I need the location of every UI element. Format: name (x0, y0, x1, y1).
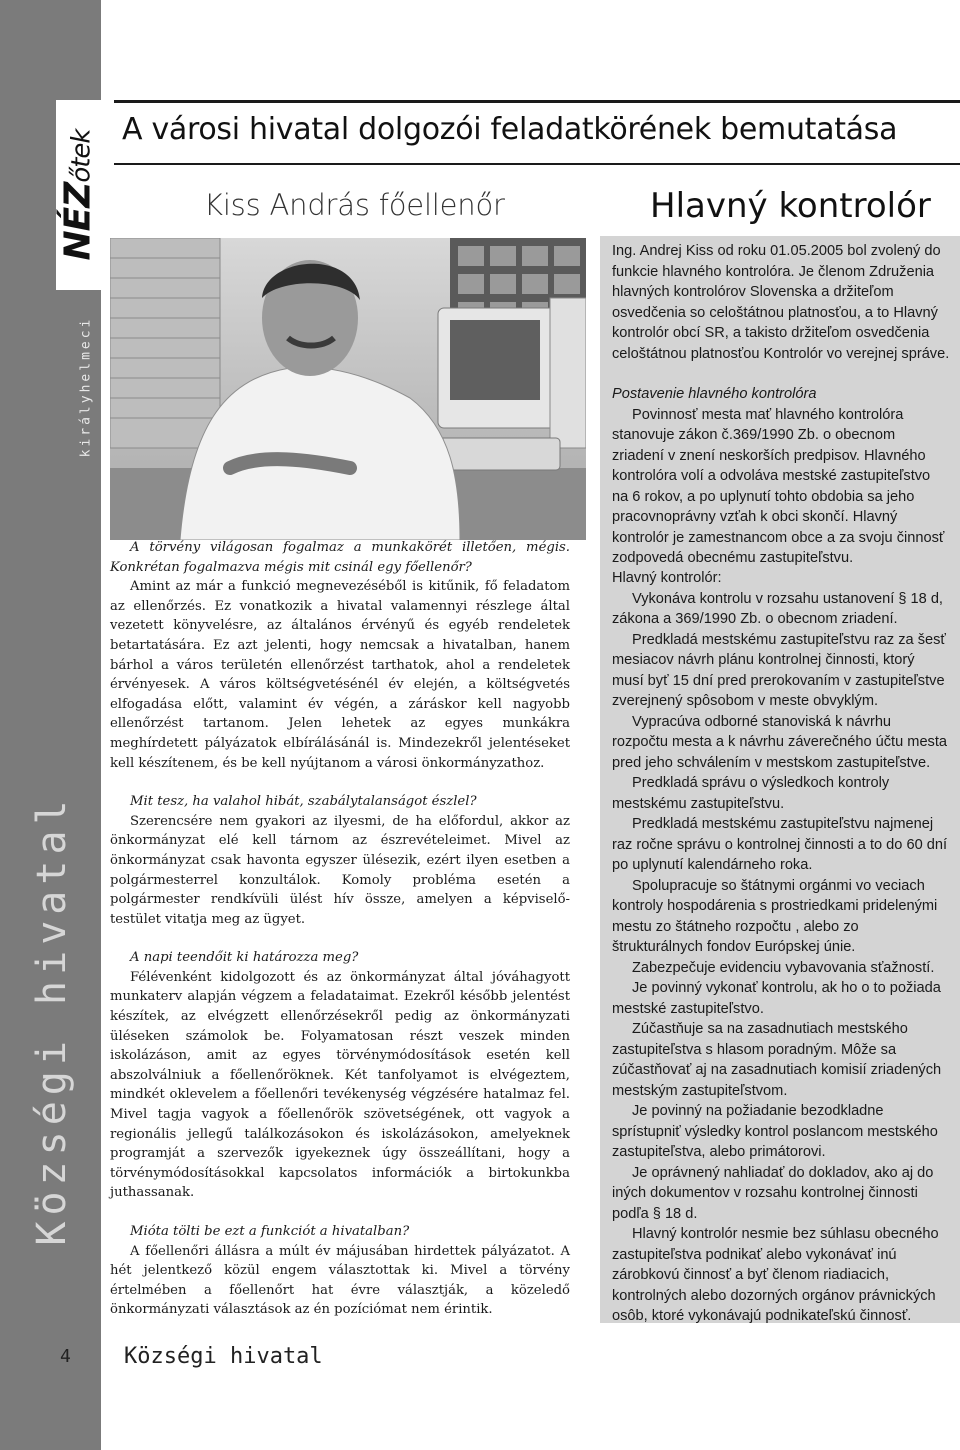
interview-question: Mióta tölti be ezt a funkciót a hivatalban? (130, 1224, 410, 1239)
interview-answer: A főellenőri állásra a múlt év májusában hirdettek pályázatot. A hét jelentkező közül engem választottak ki. Mivel a törvény értelmében a főellenőrt hat évre választják, a közeledő önkormányzati választások az én pozíciómat nem érintik. (110, 1243, 570, 1318)
interview-question: A napi teendőit ki határozza meg? (130, 950, 359, 966)
duty-item: Vypracúva odborné stanoviská k návrhu rozpočtu mesta a k návrhu záverečného účtu mesta pred jeho schválením v mestskom zastupiteľstve. (612, 713, 948, 771)
portrait-photo (110, 238, 586, 540)
duty-item: Hlavný kontrolór nesmie bez súhlasu obecného zastupiteľstva podnikať alebo vykonávať inú zárobkovú činnosť a byť členom riadiacich, kontrolných alebo dozorných orgánov právnických osôb, ktoré vykonávajú podnikateľskú činnosť. (612, 1226, 939, 1324)
info-section-duties (612, 568, 950, 1327)
interview-answer: Félévenként kidolgozott és az önkormányzat által jóváhagyott munkaterv alapján végzem a feladataimat. Ezekről később jelentést készítek, az elvégzett ellenőrzésekről pedig az önkormányzati üléseken számolok be. Folyamatosan részt veszek minden iskolázáson, amit az egyes törvénymódosítások esetén kell abszolválniuk a főellenőröknek. Két tanfolyamot is elvégeztem, mindkét oklevelem a főellenőri tevékenység végzésére hatalmaz fel. Mivel tagja vagyok a főellenőrök szövetségének, ott vagyok a regionális jellegű találkozásokon és iskolázásokon, amelyeknek programját a szervezők igyekeznek úgy összeállítani, hogy a törvénymódosításokkal kapcsolatos információk a birtokunkba juthassanak. (110, 969, 570, 1201)
info-intro-text: Ing. Andrej Kiss od roku 01.05.2005 bol zvolený do funkcie hlavného kontrolóra. Je členom Združenia hlavných kontrolórov Slovenska a držiteľom osvedčenia so celoštátnou platnosťou, a to Hlavný kontrolór obcí SR, a takisto držiteľom osvedčenia celoštátnou platnosťou Kontrolór vo verejnej správe. (612, 243, 950, 362)
paragraph-spacer (110, 1203, 570, 1222)
info-intro (612, 241, 950, 364)
page-title: A városi hivatal dolgozói feladatkörének bemutatása (122, 112, 898, 147)
article-body (110, 538, 570, 1320)
portrait-photo-illustration (110, 238, 586, 540)
interview-question: Mit tesz, ha valahol hibát, szabálytalanságot észlel? (130, 794, 477, 810)
duty-item: Je povinný vykonať kontrolu, ak ho o to požiada mestské zastupiteľstvo. (612, 980, 941, 1017)
brand-logo (56, 100, 101, 290)
info-panel-title: Hlavný kontrolór (650, 186, 931, 226)
duty-item: Zabezpečuje evidenciu vybavovania sťažností. (632, 959, 935, 976)
duty-item: Predkladá správu o výsledkoch kontroly mestskému zastupiteľstvu. (612, 775, 890, 812)
interview-answer: Szerencsére nem gyakori az ilyesmi, de ha előfordul, akkor az önkormányzat elé kell tárnom az észrevételeimet. Mivel az önkormányzat csak havonta egyszer ülésezik, ezért ilyen esetben a polgármesterrel konzultálok. Komoly probléma esetén a polgármester rendkívüli ülést hív össze, amelyen a képviselő-testület vitatja meg az ügyet. (110, 813, 570, 927)
duty-item: Vykonáva kontrolu v rozsahu ustanovení § 18 d, zákona a 369/1990 Zb. o obecnom zriadení. (612, 590, 943, 627)
interview-question: A törvény világosan fogalmaz a munkakörét illetően, mégis. Konkrétan fogalmazva mégis mit csinál egy főellenőr? (110, 540, 570, 575)
brand-main: NÉZ (57, 182, 99, 261)
interview-answer: Amint az már a funkció megnevezéséből is kitűnik, fő feladatom az ellenőrzés. Ez vonatkozik a hivatal valamennyi részlege által vezetett könyvelésre, az általános érvényű és egyéb rendeletek betartatására. Ez azt jelenti, hogy nemcsak a hivatalban, hanem bárhol a város területén ellenőrzést tarthatok, ahol a rendeletek érvényesek. A város költségvetésénél év elején, a költségvetés elfogadása előtt, valamint év végén, a záráskor kell nagyobb ellenőrzést tartanom. Jelen lehetek az egyes munkákra meghírdetett pályázatok elbírálásánál is. Mindezekről jelentéseket kell készítenem, és be kell nyújtanom a városi önkormányzathoz. (110, 579, 570, 771)
duty-item: Spolupracuje so štátnymi orgánmi vo veciach kontroly hospodárenia s prostriedkami pridelenými mestu zo štátneho rozpočtu , alebo zo štrukturálnych fondov Európskej únie. (612, 877, 938, 955)
sidebar-section-title: Községi hivatal (29, 794, 75, 1246)
footer-section-title: Községi hivatal (124, 1344, 323, 1369)
paragraph-spacer (110, 773, 570, 792)
duty-item: Je oprávnený nahliadať do dokladov, ako aj do iných dokumentov v rozsahu kontrolnej činnosti podľa § 18 d. (612, 1164, 934, 1222)
info-section-position (612, 384, 950, 569)
duty-item: Zúčastňuje sa na zasadnutiach mestského zastupiteľstva s hlasom poradným. Môže sa zúčastňovať aj na zasadnutiach komisií zriadených mestským zastupiteľstvom. (612, 1021, 942, 1099)
info-section-duties-heading: Hlavný kontrolór: (612, 570, 722, 586)
brand-small: őtek (66, 129, 97, 183)
info-section-position-heading: Postavenie hlavného kontrolóra (612, 386, 817, 402)
sidebar-subtitle: királyhelmeci (78, 316, 94, 458)
duty-item: Je povinný na požiadanie bezodkladne sprístupniť výsledky kontrol poslancom mestského zastupiteľstva, alebo primátorovi. (612, 1103, 938, 1160)
page-number: 4 (60, 1346, 71, 1367)
duty-item: Predkladá mestskému zastupiteľstvu raz za šesť mesiacov návrh plánu kontrolnej činnosti, ktorý musí byť 15 dní pred prerokovaním v zastupiteľstve zverejnený spôsobom v meste obvyklým. (612, 631, 946, 709)
paragraph-spacer (110, 929, 570, 948)
info-section-position-text: Povinnosť mesta mať hlavného kontrolóra stanovuje zákon č.369/1990 Zb. o obecnom zriadení v znení neskorších predpisov. Hlavného kontrolóra volí a odvoláva mestské zastupiteľstvo na 6 rokov, a po uplynutí tohto obdobia sa jeho pracovnoprávny vzťah k obci skončí. Hlavný kontrolór je zamestnancom obce a za svoju činnosť zodpovedá obecnému zastupiteľstvu. (612, 406, 945, 566)
duty-item: Predkladá mestskému zastupiteľstvu najmenej raz ročne správu o kontrolnej činnosti a to do 60 dní po uplynutí kalendárneho roka. (612, 816, 948, 873)
article-author-heading: Kiss András főellenőr (204, 188, 505, 222)
